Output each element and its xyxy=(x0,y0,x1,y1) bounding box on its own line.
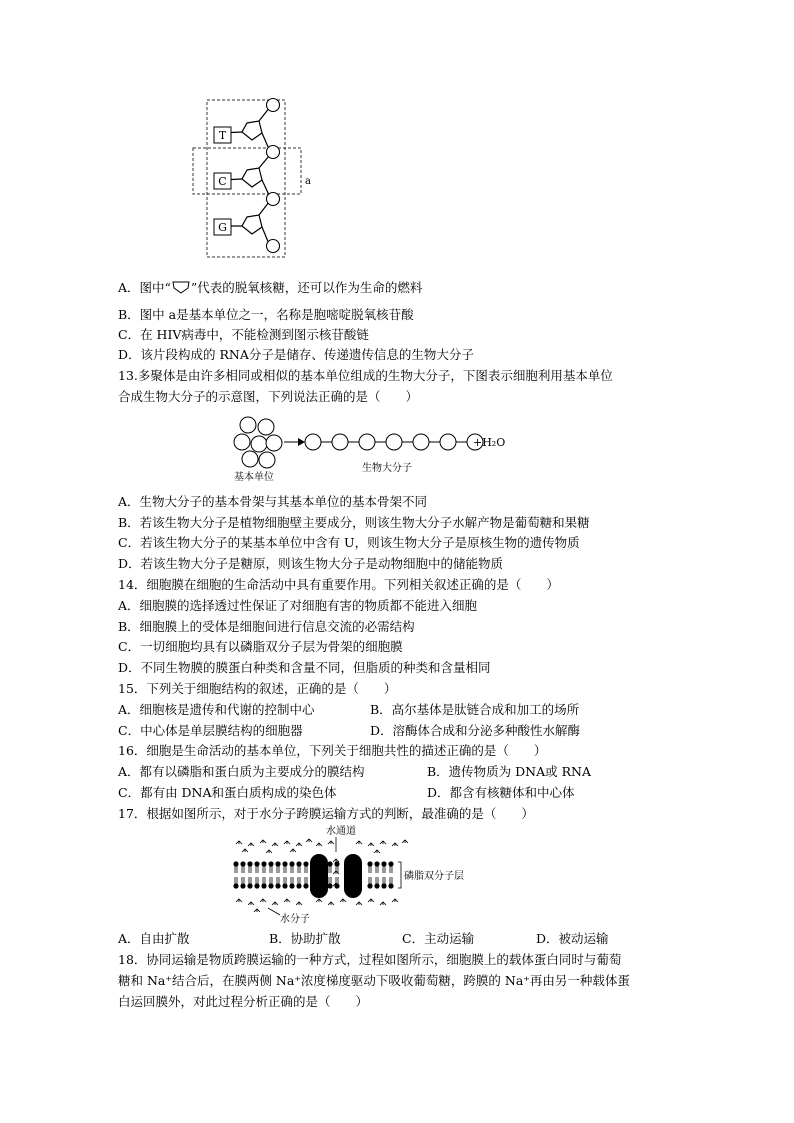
water-molecule-label: 水分子 xyxy=(280,914,310,925)
polymer-label: 生物大分子 xyxy=(362,463,412,474)
q16-stem: 16．细胞是生命活动的基本单位，下列关于细胞共性的描述正确的是（ ） xyxy=(118,743,547,758)
q17-option-d: D．被动运输 xyxy=(536,931,609,946)
q16-option-b: B．遗传物质为 DNA或 RNA xyxy=(427,764,591,779)
phosphate-circle xyxy=(267,146,280,159)
water-molecules-top xyxy=(236,839,408,853)
q13-option-b: B．若该生物大分子是植物细胞壁主要成分，则该生物大分子水解产物是葡萄糖和果糖 xyxy=(118,515,590,530)
q15-option-b: B．高尔基体是肽链合成和加工的场所 xyxy=(370,702,580,717)
q17-stem: 17．根据如图所示，对于水分子跨膜运输方式的判断，最准确的是（ ） xyxy=(118,806,534,821)
q15-option-d: D．溶酶体合成和分泌多种酸性水解酶 xyxy=(370,723,581,738)
q15-option-a: A．细胞核是遗传和代谢的控制中心 xyxy=(118,702,315,717)
q17-option-b: B．协助扩散 xyxy=(269,931,341,946)
channel-protein-left xyxy=(310,854,328,898)
region-label-a: a xyxy=(305,176,311,187)
q13-option-d: D．若该生物大分子是糖原，则该生物大分子是动物细胞中的储能物质 xyxy=(118,556,504,571)
water-channel-label: 水通道 xyxy=(326,826,356,837)
q16-option-a: A．都有以磷脂和蛋白质为主要成分的膜结构 xyxy=(118,764,365,779)
q16-option-d: D．都含有核糖体和中心体 xyxy=(427,785,575,800)
q12-option-b: B．图中 a是基本单位之一，名称是胞嘧啶脱氧核苷酸 xyxy=(118,307,414,322)
q12-option-a-post: ”代表的脱氧核糖，还可以作为生命的燃料 xyxy=(190,280,423,295)
q14-option-c: C．一切细胞均具有以磷脂双分子层为骨架的细胞膜 xyxy=(118,639,403,654)
q15-option-c: C．中心体是单层膜结构的细胞器 xyxy=(118,723,303,738)
phosphate-circle xyxy=(267,193,280,206)
phosphate-circle xyxy=(267,240,280,253)
q18-stem-line1: 18．协同运输是物质跨膜运输的一种方式，过程如图所示，细胞膜上的载体蛋白同时与葡萄 xyxy=(118,952,622,967)
phosphate-circle xyxy=(267,99,280,112)
pentagon-sugar-icon xyxy=(171,279,191,295)
water-channel-figure xyxy=(228,822,488,926)
q13-stem-line2: 合成生物大分子的示意图，下列说法正确的是（ ） xyxy=(118,389,419,404)
q17-option-a: A．自由扩散 xyxy=(118,931,190,946)
q18-stem-line3: 白运回膜外，对此过程分析正确的是（ ） xyxy=(118,994,369,1009)
monomer-label: 基本单位 xyxy=(234,472,274,483)
q14-option-a: A．细胞膜的选择透过性保证了对细胞有害的物质都不能进入细胞 xyxy=(118,598,478,613)
q14-option-b: B．细胞膜上的受体是细胞间进行信息交流的必需结构 xyxy=(118,619,415,634)
water-molecules-bottom xyxy=(236,899,398,912)
q14-stem: 14．细胞膜在细胞的生命活动中具有重要作用。下列相关叙述正确的是（ ） xyxy=(118,577,559,592)
q14-option-d: D．不同生物膜的膜蛋白种类和含量不同，但脂质的种类和含量相同 xyxy=(118,660,491,675)
q12-option-d: D．该片段构成的 RNA分子是储存、传递遗传信息的生物大分子 xyxy=(118,347,474,362)
q18-stem-line2: 糖和 Na⁺结合后，在膜两侧 Na⁺浓度梯度驱动下吸收葡萄糖，跨膜的 Na⁺再由另一种载体蛋 xyxy=(118,973,630,988)
phospholipid-bilayer-label: 磷脂双分子层 xyxy=(404,871,464,882)
channel-protein-right xyxy=(344,854,362,898)
base-label-c: C xyxy=(218,175,227,188)
q12-option-a-pre: A．图中“ xyxy=(118,280,171,295)
q16-option-c: C．都有由 DNA和蛋白质构成的染色体 xyxy=(118,785,337,800)
base-label-t: T xyxy=(218,129,227,142)
q12-option-c: C．在 HIV病毒中，不能检测到图示核苷酸链 xyxy=(118,327,369,342)
q13-stem-line1: 13.多聚体是由许多相同或相似的基本单位组成的生物大分子，下图表示细胞利用基本单位 xyxy=(118,368,613,383)
base-label-g: G xyxy=(218,221,227,234)
q13-option-c: C．若该生物大分子的某基本单位中含有 U，则该生物大分子是原核生物的遗传物质 xyxy=(118,535,580,550)
q15-stem: 15．下列关于细胞结构的叙述，正确的是（ ） xyxy=(118,681,397,696)
dna-strand-figure xyxy=(190,95,320,261)
q17-option-c: C．主动运输 xyxy=(402,931,475,946)
q12-option-a xyxy=(118,279,422,296)
polymer-synthesis-figure xyxy=(228,415,518,485)
water-product-label: +H₂O xyxy=(473,436,506,449)
q13-option-a: A．生物大分子的基本骨架与其基本单位的基本骨架不同 xyxy=(118,494,428,509)
